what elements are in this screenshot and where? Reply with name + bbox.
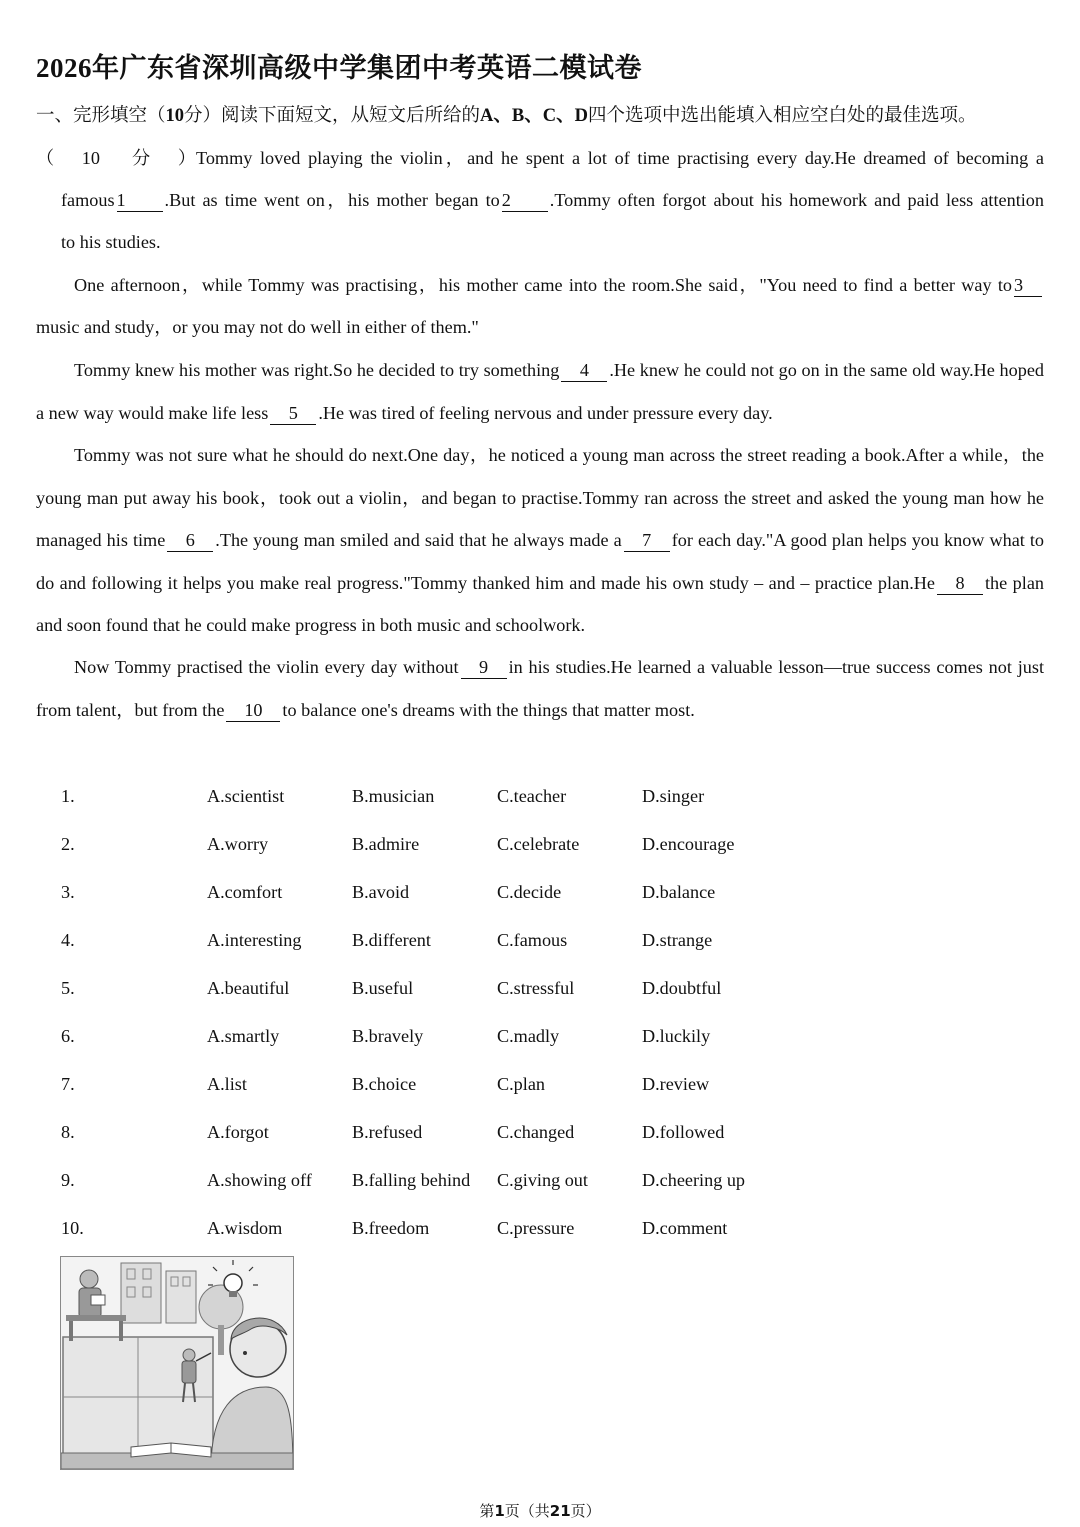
option-a: A.interesting (207, 930, 302, 950)
option-c: C.pressure (497, 1218, 575, 1238)
option-b: B.falling behind (352, 1170, 471, 1190)
option-b: B.bravely (352, 1026, 424, 1046)
passage-paragraph-3: Tommy knew his mother was right.So he decided to try something 4 .He knew he could not go on in the same old way.He hoped a new way would make life less 5 .He was tired of feeling nervous and under pressure every day. (36, 360, 1044, 423)
section-heading: 一、完形填空（10分）阅读下面短文，从短文后所给的A、B、C、D四个选项中选出能填入相应空白处的最佳选项。 (36, 106, 977, 126)
question-number: 2. (61, 834, 75, 854)
current-page: 1 (494, 1502, 505, 1520)
blank-6: 6 (167, 529, 213, 552)
illustration-sketch (61, 1257, 293, 1469)
question-number: 8. (61, 1122, 75, 1142)
question-number: 9. (61, 1170, 75, 1190)
option-a: A.scientist (207, 786, 285, 806)
option-a: A.showing off (207, 1170, 312, 1190)
question-number: 4. (61, 930, 75, 950)
blank-9: 9 (461, 656, 507, 679)
option-b: B.avoid (352, 882, 410, 902)
question-number: 5. (61, 978, 75, 998)
blank-1: 1 (117, 189, 163, 212)
passage-line: music and study，or you may not do well in either of them." (36, 317, 479, 337)
passage-line: famous 1 .But as time went on，his mother began to 2 .Tommy often forgot about his homework and paid less attention (61, 190, 1044, 210)
passage-paragraph-2: One afternoon，while Tommy was practising，his mother came into the room.She said，"You need to find a better way to 3 (36, 264, 1044, 307)
section-score: （10 分） (36, 148, 196, 168)
blank-8: 8 (937, 572, 983, 595)
option-c: C.changed (497, 1122, 575, 1142)
question-number: 10. (61, 1218, 84, 1238)
passage-paragraph-4: Tommy was not sure what he should do next.One day，he noticed a young man across the street reading a book.After a while，the young man put away his book，took out a violin，and began to practise.Tommy ran across the street and asked the young man how he managed his time 6 .The young man smiled and said that he always made a 7 for each day."A good plan helps you know what to do and following it helps you make real progress."Tommy thanked him and made his own study – and – practice plan.He 8 the plan and soon found that he could make progress in both music and schoolwork. (36, 445, 1044, 635)
option-d: D.strange (642, 930, 713, 950)
option-a: A.comfort (207, 882, 283, 902)
option-c: C.teacher (497, 786, 567, 806)
option-b: B.different (352, 930, 431, 950)
blank-7: 7 (624, 529, 670, 552)
option-d: D.encourage (642, 834, 735, 854)
option-a: A.beautiful (207, 978, 290, 998)
option-a: A.wisdom (207, 1218, 283, 1238)
blank-3: 3 (1014, 274, 1042, 297)
option-a: A.forgot (207, 1122, 269, 1142)
passage-line: to his studies. (61, 232, 161, 252)
option-c: C.plan (497, 1074, 545, 1094)
option-b: B.choice (352, 1074, 417, 1094)
blank-2: 2 (502, 189, 548, 212)
story-illustration (60, 1256, 294, 1470)
page-title: 2026年广东省深圳高级中学集团中考英语二模试卷 (36, 53, 642, 83)
question-number: 6. (61, 1026, 75, 1046)
option-c: C.decide (497, 882, 562, 902)
option-b: B.admire (352, 834, 420, 854)
blank-5: 5 (270, 402, 316, 425)
option-d: D.comment (642, 1218, 728, 1238)
option-d: D.balance (642, 882, 716, 902)
passage-line: （10 分）Tommy loved playing the violin，and he spent a lot of time practising every day.He dreamed of becoming a (36, 143, 1044, 173)
option-a: A.smartly (207, 1026, 280, 1046)
option-c: C.madly (497, 1026, 560, 1046)
option-d: D.singer (642, 786, 705, 806)
question-number: 7. (61, 1074, 75, 1094)
question-number: 1. (61, 786, 75, 806)
blank-4: 4 (561, 359, 607, 382)
option-d: D.luckily (642, 1026, 711, 1046)
option-a: A.list (207, 1074, 247, 1094)
option-b: B.refused (352, 1122, 423, 1142)
option-d: D.doubtful (642, 978, 722, 998)
option-c: C.stressful (497, 978, 575, 998)
total-pages: 21 (549, 1502, 571, 1520)
passage-paragraph-5: Now Tommy practised the violin every day without 9 in his studies.He learned a valuable lesson—true success comes not just from talent，but from the 10 to balance one's dreams with the things that matter most. (36, 657, 1044, 720)
option-b: B.musician (352, 786, 435, 806)
option-c: C.celebrate (497, 834, 580, 854)
page-footer: 第1页（共21页） (479, 1502, 601, 1520)
option-d: D.followed (642, 1122, 725, 1142)
option-a: A.worry (207, 834, 269, 854)
option-c: C.giving out (497, 1170, 588, 1190)
option-b: B.useful (352, 978, 414, 998)
question-number: 3. (61, 882, 75, 902)
blank-10: 10 (226, 699, 280, 722)
option-b: B.freedom (352, 1218, 430, 1238)
option-d: D.review (642, 1074, 710, 1094)
option-c: C.famous (497, 930, 568, 950)
option-d: D.cheering up (642, 1170, 746, 1190)
